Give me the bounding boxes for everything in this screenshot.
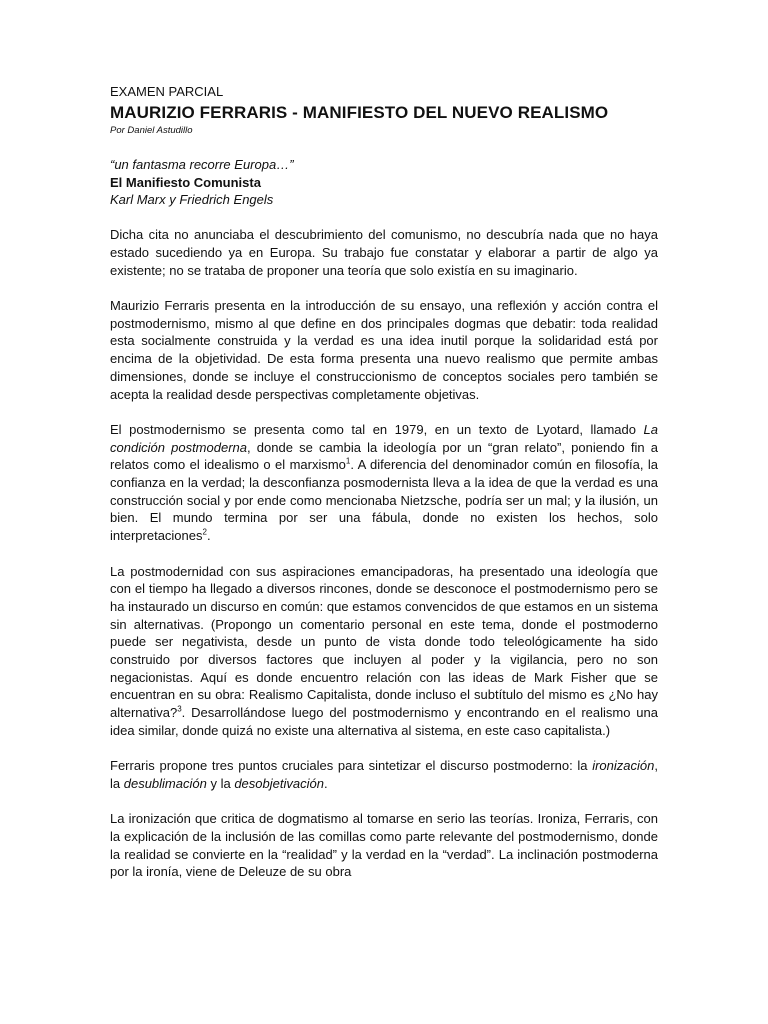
paragraph-4-text-a: La postmodernidad con sus aspiraciones emancipadoras, ha presentado una ideología que con el tiempo ha llegado a diversos rincones, donde se desconoce el postmodernismo pero se ha instaurado un discurso en común: que estamos convencidos de que estamos en un sistema sin alternativas. (Propongo un comentario personal en este tema, donde el postmoderno puede ser negativista, desde un punto de vista donde todo teleológicamente ha sido construido por diversos factores que incluyen al poder y la vigilancia, pero no son negacionistas. Aquí es donde encuentro relación con las ideas de Mark Fisher que se encuentran en su obra: Realismo Capitalista, donde incluso el subtítulo del mismo es ¿No hay alternativa? — [110, 563, 658, 721]
paragraph-5-text-e: y la — [206, 775, 235, 791]
footnote-ref-1[interactable]: 1 — [345, 456, 351, 466]
paragraph-3-text-c: , donde se cambia la ideología por un “gran relato”, poniendo fin a relatos como el idealismo o el marxismo — [110, 439, 658, 473]
footnote-ref-3[interactable]: 3 — [177, 704, 182, 714]
document-author: Por Daniel Astudillo — [110, 125, 193, 136]
epigraph — [110, 156, 658, 209]
paragraph-5-text-c: , la — [110, 758, 658, 791]
paragraph-6: La ironización que critica de dogmatismo al tomarse en serio las teorías. Ironiza, Ferraris, con la explicación de la inclusión de las comillas como parte relevante del postmodernismo, donde la realidad se convierte en la “realidad” y la verdad en la “verdad”. La inclinación postmoderna por la ironía, viene de Deleuze de su obra — [110, 811, 658, 880]
paragraph-3 — [110, 421, 658, 545]
paragraph-5 — [110, 757, 658, 792]
paragraph-3-text-e: . — [206, 528, 211, 544]
paragraph-2: Maurizio Ferraris presenta en la introducción de su ensayo, una reflexión y acción contra el postmodernismo, mismo al que define en dos principales dogmas que debatir: toda realidad esta socialmente construida y la verdad es una idea inutil porque la solidaridad está por encima de la objetividad. De esta forma presenta una nuevo realismo que permite ambas dimensiones, donde se incluye el construccionismo de conceptos sociales pero también se acepta la realidad desde perspectivas completamente objetivas. — [110, 297, 658, 402]
epigraph-authors: Karl Marx y Friedrich Engels — [110, 192, 274, 207]
document-title: MAURIZIO FERRARIS - MANIFIESTO DEL NUEVO REALISMO — [110, 103, 609, 122]
paragraph-3-text-a: El postmodernismo se presenta como tal en 1979, en un texto de Lyotard, llamado — [110, 421, 644, 437]
paragraph-3-text-d: . A diferencia del denominador común en filosofía, la confianza en la verdad; la desconfianza posmodernista lleva a la idea de que la verdad es una construcción social y por ende como mencionaba Nietzsche, podría ser un mal; y la ilusión, un bien. El mundo termina por ser una fábula, donde no existen los hechos, solo interpretaciones — [110, 457, 658, 544]
paragraph-5-text-a: Ferraris propone tres puntos cruciales para sintetizar el discurso postmoderno: la — [110, 758, 593, 774]
paragraph-4-text-b: . Desarrollándose luego del postmodernismo y encontrando en el realismo una idea similar, donde quizá no existe una alternativa al sistema, en este caso capitalista.) — [110, 705, 658, 738]
footnote-ref-2[interactable]: 2 — [202, 527, 207, 537]
term-desobjetivacion: desobjetivación — [234, 775, 324, 791]
paragraph-5-text-g: . — [323, 775, 328, 791]
epigraph-quote: “un fantasma recorre Europa…” — [110, 157, 294, 172]
document-kicker: EXAMEN PARCIAL — [110, 84, 224, 99]
term-ironizacion: ironización — [592, 758, 655, 774]
paragraph-1: Dicha cita no anunciaba el descubrimiento del comunismo, no descubría nada que no haya estado sucediendo ya en Europa. Su trabajo fue constatar y elaborar a partir de algo ya existente; no se trataba de proponer una teoría que solo existía en su imaginario. — [110, 227, 658, 278]
epigraph-work: El Manifiesto Comunista — [110, 174, 261, 190]
term-desublimacion: desublimación — [123, 775, 207, 791]
paragraph-4 — [110, 563, 658, 740]
book-title-condicion-postmoderna: La condición postmoderna — [110, 421, 658, 455]
